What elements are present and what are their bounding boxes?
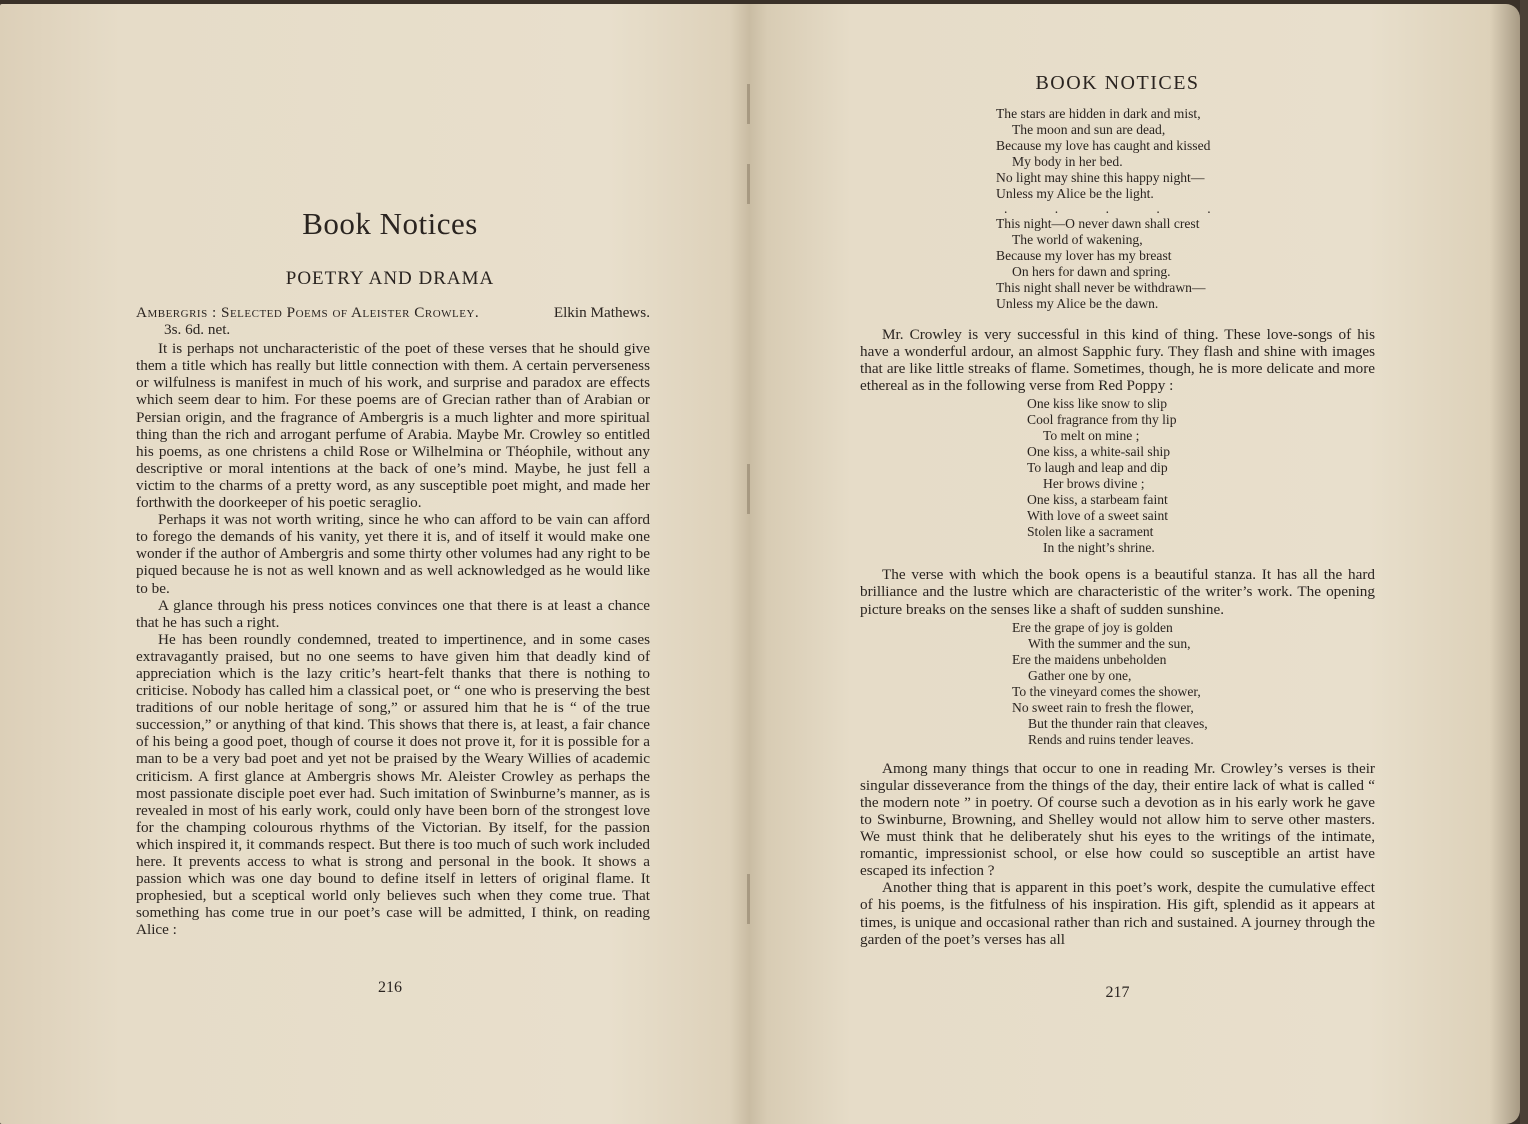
page-number: 217	[1105, 984, 1130, 1001]
book-edge	[1520, 0, 1528, 1124]
right-page	[850, 4, 1385, 1104]
poem-line: Her brows divine ;	[1043, 476, 1145, 492]
poem-line: To melt on mine ;	[1043, 428, 1140, 444]
poem-line: Because my lover has my breast	[996, 248, 1172, 263]
review-entry-heading	[136, 304, 650, 338]
poem-line: No sweet rain to fresh the flower,	[1012, 699, 1194, 715]
paragraph: Another thing that is apparent in this poet’s work, despite the cumulative effect of his poems, is the fitfulness of his inspiration. His gift, splendid as it appears at times, is unique and occasional rather than rich and sustained. A journey through the garden of the poet’s verses has all	[860, 879, 1375, 948]
right-body	[860, 106, 1375, 948]
poem-line: This night—O never dawn shall crest	[996, 216, 1200, 231]
poem-red-poppy	[1027, 396, 1375, 556]
paragraph: It is perhaps not uncharacteristic of the poet of these verses that he should give them a title which has really but little connection with them. A certain perverseness or wilfulness is manifest in much of his work, and surprise and paradox are effects which seem dear to him. For these poems are of Grecian rather than of Arabian or Persian origin, and the fragrance of Ambergris is a much lighter and more spiritual thing than the rich and arrogant perfume of Arabia. Maybe Mr. Crowley so entitled his poems, as one christens a child Rose or Wilhelmina or Théophile, without any descriptive or moral intentions at the back of one’s mind. Maybe, he just fell a victim to the charms of a pretty word, as any susceptible poet might, and made her forthwith the doorkeeper of his poetic seraglio.	[136, 340, 650, 512]
poem-line: But the thunder rain that cleaves,	[1028, 715, 1208, 731]
gutter-stitch	[747, 164, 750, 204]
poem-line: To laugh and leap and dip	[1027, 460, 1168, 476]
poem-line: Because my love has caught and kissed	[996, 138, 1211, 153]
poem-ellipsis: . . . . .	[1004, 201, 1233, 216]
gutter-stitch	[747, 464, 750, 514]
paragraph: Among many things that occur to one in reading Mr. Crowley’s verses is their singular disseverance from the things of the day, their entire lack of what is called “ the modern note ” in poetry. Of course such a devotion as in his early work he gave to Swinburne, Browning, and Shelley would not allow him to serve other masters. We must think that he deliberately shut his eyes to the writings of the intimate, romantic, impressionist school, or else how could so susceptible an artist have escaped its infection ?	[860, 759, 1375, 880]
poem-line: One kiss like snow to slip	[1027, 396, 1168, 412]
poem-line: To the vineyard comes the shower,	[1012, 683, 1201, 699]
poem-line: The moon and sun are dead,	[1012, 122, 1166, 137]
gutter-stitch	[747, 84, 750, 124]
poem-line: Rends and ruins tender leaves.	[1028, 731, 1194, 747]
gutter-stitch	[747, 874, 750, 924]
poem-opening-stanza	[1012, 620, 1375, 748]
poem-line: One kiss, a starbeam faint	[1027, 492, 1168, 508]
poem-line: With the summer and the sun,	[1028, 635, 1191, 651]
poem-line: Unless my Alice be the dawn.	[996, 296, 1159, 311]
running-head: BOOK NOTICES	[1035, 72, 1200, 94]
poem-line: The stars are hidden in dark and mist,	[996, 106, 1201, 121]
entry-title: Ambergris : Selected Poems of Aleister Crowley.	[136, 304, 480, 321]
left-page	[120, 4, 660, 1104]
book-spread	[0, 4, 1520, 1124]
poem-alice	[996, 106, 1375, 312]
paragraph: The verse with which the book opens is a beautiful stanza. It has all the hard brilliance and the lustre which are characteristic of the writer’s work. The opening picture breaks on the senses like a shaft of sudden sunshine.	[860, 566, 1375, 618]
poem-line: My body in her bed.	[1012, 154, 1123, 169]
entry-publisher: Elkin Mathews.	[553, 304, 650, 321]
paragraph: Mr. Crowley is very successful in this kind of thing. These love-songs of his have a wonderful ardour, an almost Sapphic fury. They flash and shine with images that are like little streaks of flame. Sometimes, though, he is more delicate and more ethereal as in the following verse from Red Poppy :	[860, 326, 1375, 395]
poem-line: One kiss, a white-sail ship	[1027, 444, 1171, 460]
poem-line: On hers for dawn and spring.	[1012, 264, 1171, 279]
page-number: 216	[378, 979, 402, 996]
section-heading: POETRY AND DRAMA	[285, 268, 495, 289]
paragraph: He has been roundly condemned, treated to impertinence, and in some cases extravagantly praised, but no one seems to have given him that deadly kind of appreciation which is the lazy critic’s heart-felt thanks that there is nothing to criticise. Nobody has called him a classical poet, or “ one who is preserving the best traditions of our noble heritage of song,” or assured him that he is “ of the true succession,” or anything of that kind. This shows that there is, at least, a fair chance of his being a good poet, though of course it does not prove it, for it is possible for a man to be a very bad poet and yet not be praised by the Weary Willies of academic criticism. A first glance at Ambergris shows Mr. Aleister Crowley as perhaps the most passionate disciple poet ever had. Such imitation of Swinburne’s manner, as is revealed in most of his early work, could only have been born of the strongest love for the champing colourous rhythms of the Victorian. By itself, for the passion which inspired it, it commands respect. But there is too much of such work included here. It prevents access to what is strong and personal in the book. It shows a passion which was one day bound to define itself in letters of original flame. It prophesied, but a sceptical world only believes such when they come true. That something has come true in our poet’s case will be admitted, I think, on reading Alice :	[136, 630, 650, 939]
poem-line: The world of wakening,	[1012, 232, 1143, 247]
poem-line: Ere the maidens unbeholden	[1012, 651, 1167, 667]
poem-line: With love of a sweet saint	[1027, 508, 1169, 524]
poem-line: Unless my Alice be the light.	[996, 186, 1154, 201]
page-title: Book Notices	[302, 206, 478, 241]
poem-line: This night shall never be withdrawn—	[996, 280, 1206, 295]
paragraph: A glance through his press notices convinces one that there is at least a chance that he has such a right.	[136, 596, 650, 631]
poem-line: Stolen like a sacrament	[1027, 524, 1154, 540]
left-body	[136, 304, 650, 938]
poem-line: Gather one by one,	[1028, 667, 1132, 683]
poem-line: In the night’s shrine.	[1043, 540, 1155, 556]
poem-line: Cool fragrance from thy lip	[1027, 412, 1177, 428]
poem-line: No light may shine this happy night—	[996, 170, 1205, 185]
entry-price: 3s. 6d. net.	[164, 321, 231, 339]
paragraph: Perhaps it was not worth writing, since he who can afford to be vain can afford to forego the demands of his vanity, yet there it is, and of itself it would make one wonder if the author of Ambergris and some thirty other volumes had any right to be piqued because he is not as well known and as well acknowledged as he would like to be.	[136, 511, 650, 597]
poem-line: Ere the grape of joy is golden	[1012, 619, 1173, 635]
